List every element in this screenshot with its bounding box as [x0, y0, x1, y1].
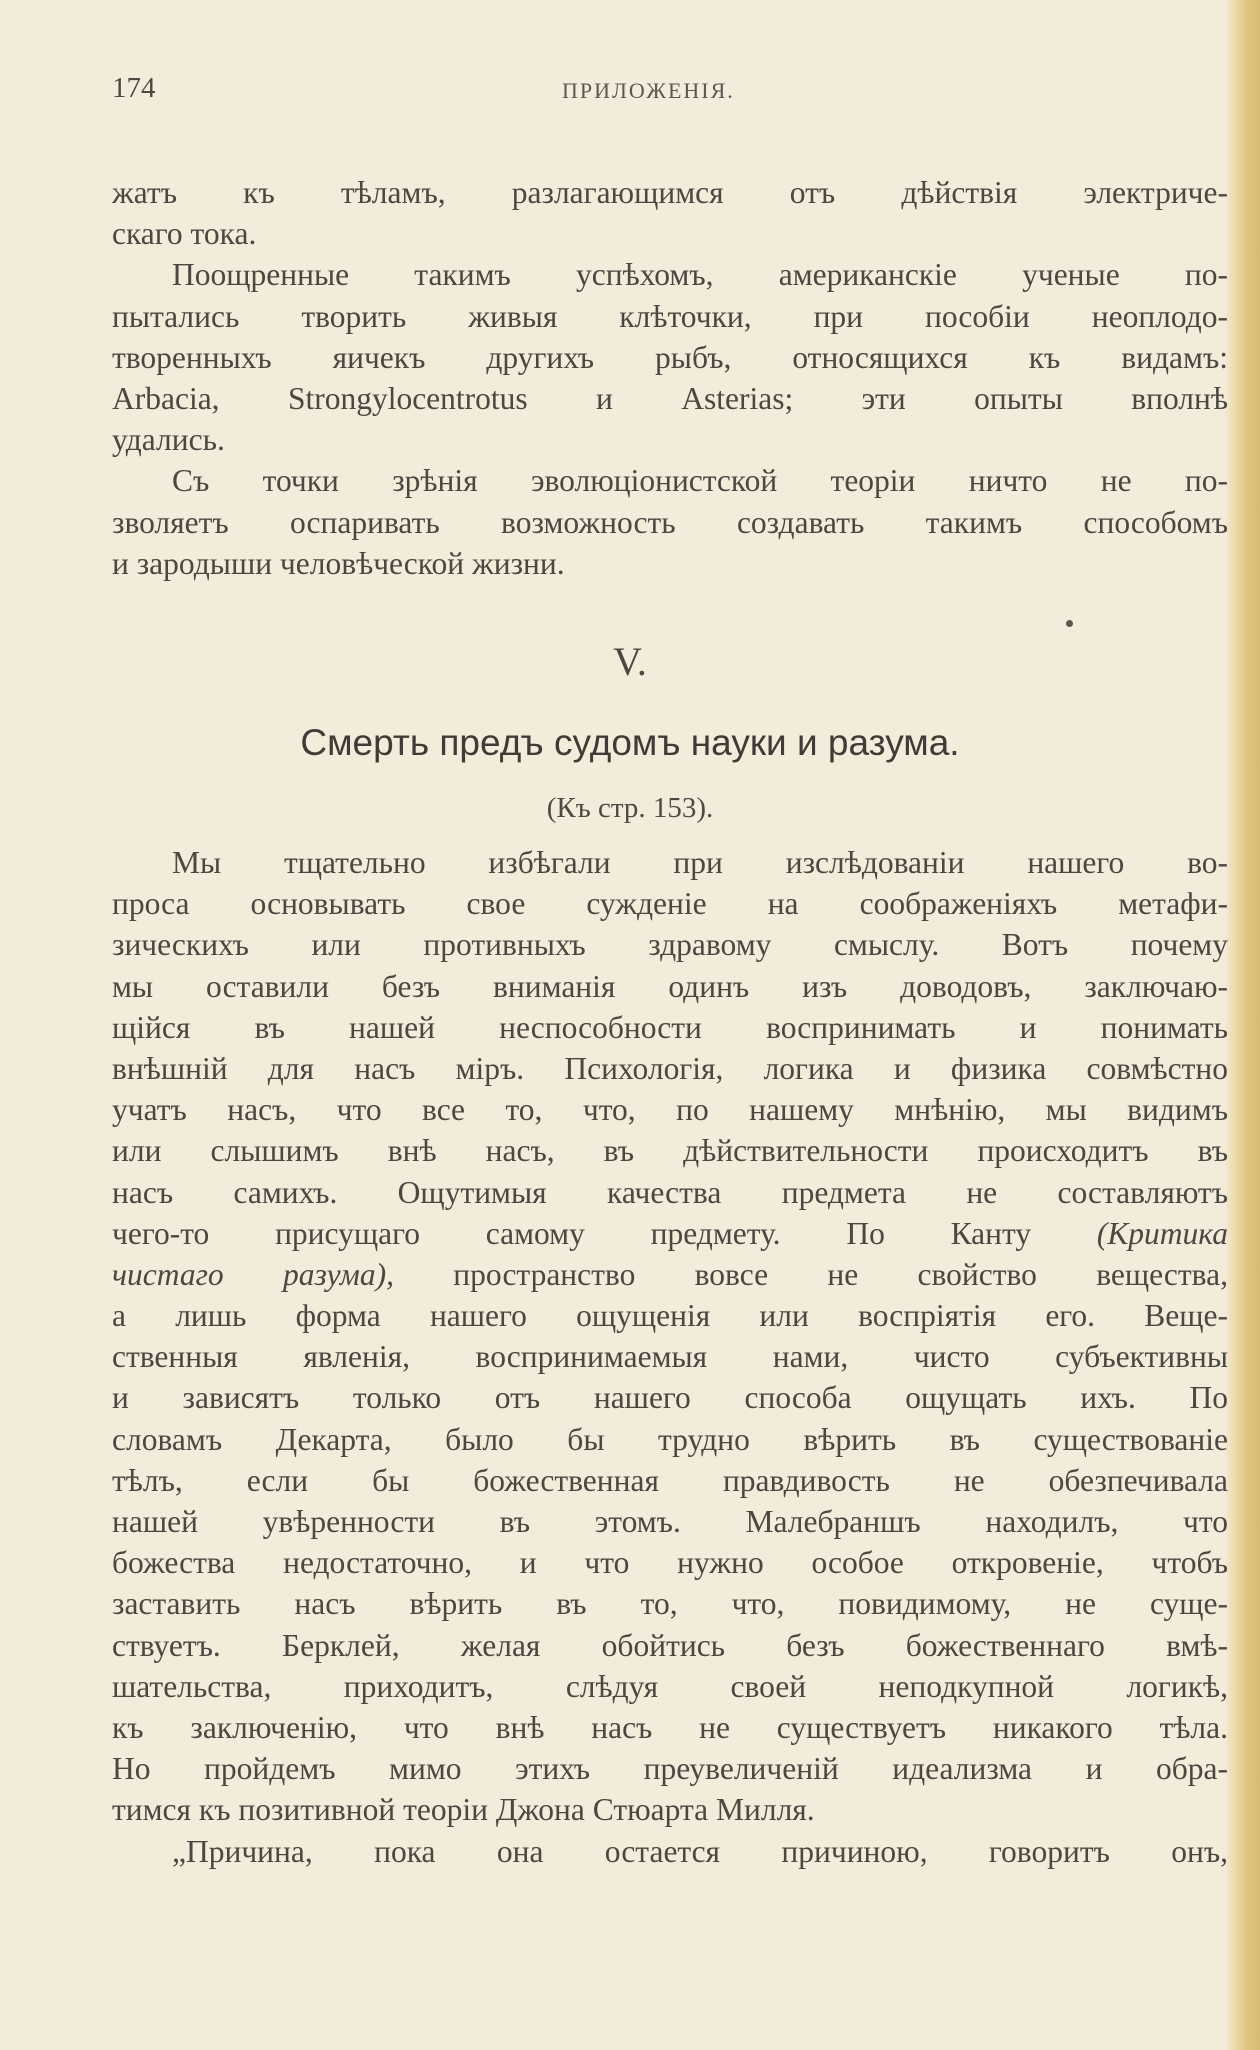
text-line: или слышимъ внѣ насъ, въ дѣйствительности происходитъ въ — [112, 1133, 1228, 1169]
text-line: насъ самихъ. Ощутимыя качества предмета не составляютъ — [112, 1174, 1228, 1210]
italic-book-title-cont: чистаго разума), — [112, 1256, 394, 1292]
text-line: жатъ къ тѣламъ, разлагающимся отъ дѣйствія электриче- — [112, 175, 1228, 210]
page-edge-shadow — [1226, 0, 1260, 2050]
text-line-with-italic — [112, 1254, 1228, 1295]
text-line: тѣлъ, если бы божественная правдивость не обезпечивала — [112, 1462, 1228, 1498]
text-line: и зависятъ только отъ нашего способа ощущать ихъ. По — [112, 1380, 1228, 1416]
page-number: 174 — [112, 72, 156, 104]
text-line: и зародыши человѣческой жизни. — [112, 545, 565, 581]
section-reference: (Къ стр. 153). — [546, 792, 714, 824]
text-line: ственныя явленія, воспринимаемыя нами, чисто субъективны — [112, 1339, 1228, 1375]
text-line: „Причина, пока она остается причиною, говоритъ онъ, — [172, 1833, 1228, 1869]
text-line: удались. — [112, 422, 225, 458]
text-line: ствуетъ. Берклей, желая обойтись безъ божественнаго вмѣ- — [112, 1627, 1228, 1663]
text-line: къ заключенію, что внѣ насъ не существуетъ никакого тѣла. — [112, 1709, 1228, 1745]
text-line: пытались творить живыя клѣточки, при пособіи неоплодо- — [112, 298, 1228, 334]
text-line: проса основывать свое сужденіе на соображеніяхъ метафи- — [112, 886, 1228, 922]
section-number: V. — [613, 639, 647, 684]
italic-book-title: (Критика — [1096, 1215, 1228, 1251]
text-block-bottom — [112, 842, 1228, 1872]
text-line: зическихъ или противныхъ здравому смыслу. Вотъ почему — [112, 927, 1228, 963]
text-line: Съ точки зрѣнія эволюціонистской теоріи ничто не по- — [172, 463, 1228, 499]
text-block-top — [112, 172, 1228, 584]
text-line: Arbacia, Strongylocentrotus и Asterias; эти опыты вполнѣ — [112, 380, 1228, 416]
text-line: Поощренные такимъ успѣхомъ, американскіе ученые по- — [172, 257, 1228, 293]
text-line: божества недостаточно, и что нужно особое откровеніе, чтобъ — [112, 1545, 1228, 1581]
text-fragment: чего-то присущаго самому предмету. По Канту — [112, 1215, 1032, 1251]
text-line: щійся въ нашей неспособности воспринимать и понимать — [112, 1009, 1228, 1045]
text-line: Но пройдемъ мимо этихъ преувеличеній идеализма и обра- — [112, 1751, 1228, 1787]
text-line: тимся къ позитивной теоріи Джона Стюарта Милля. — [112, 1792, 815, 1828]
text-line: мы оставили безъ вниманія одинъ изъ доводовъ, заключаю- — [112, 968, 1228, 1004]
text-line: учатъ насъ, что все то, что, по нашему мнѣнію, мы видимъ — [112, 1092, 1228, 1128]
text-line: нашей увѣренности въ этомъ. Малебраншъ находилъ, что — [112, 1504, 1228, 1539]
text-line: внѣшній для насъ міръ. Психологія, логика и физика совмѣстно — [112, 1050, 1228, 1086]
text-line: скаго тока. — [112, 216, 257, 252]
page-header — [112, 72, 1232, 112]
print-speck — [1066, 620, 1073, 627]
text-line: Мы тщательно избѣгали при изслѣдованіи нашего во- — [172, 845, 1228, 880]
text-fragment: пространство вовсе не свойство вещества, — [453, 1256, 1228, 1292]
text-line: творенныхъ яичекъ другихъ рыбъ, относящихся къ видамъ: — [112, 339, 1228, 375]
section-title: Смерть предъ судомъ науки и разума. — [300, 722, 960, 763]
text-line: словамъ Декарта, было бы трудно вѣрить въ существованіе — [112, 1421, 1228, 1457]
text-line: зволяетъ оспаривать возможность создавать такимъ способомъ — [112, 504, 1228, 540]
text-line-with-italic — [112, 1213, 1228, 1254]
text-line: заставить насъ вѣрить въ то, что, повидимому, не суще- — [112, 1586, 1228, 1622]
running-head: ПРИЛОЖЕНІЯ. — [562, 78, 735, 103]
text-line: шательства, приходитъ, слѣдуя своей неподкупной логикѣ, — [112, 1668, 1228, 1704]
text-line: а лишь форма нашего ощущенія или воспріятія его. Веще- — [112, 1298, 1228, 1334]
